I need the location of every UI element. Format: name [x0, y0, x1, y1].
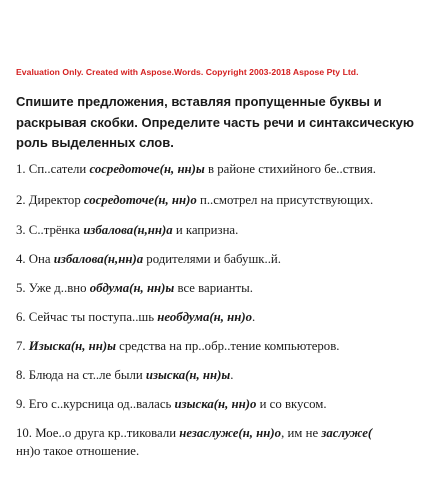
- sentence-6: 6. Сейчас ты поступа..шь необдума(н, нн)о.: [16, 310, 256, 324]
- sentence-10-continuation: нн)о такое отношение.: [16, 444, 140, 458]
- task-instruction: Спишите предложения, вставляя пропущенные буквы и раскрывая скобки. Определите часть речи и синтаксическую роль выделенных слов.: [16, 94, 415, 150]
- highlighted-word: нн)о: [16, 444, 41, 458]
- sentence-1: 1. Сп..сатели сосредоточе(н, нн)ы в районе стихийного бе..ствия.: [16, 162, 376, 176]
- highlighted-word: избалова(н,нн)а: [53, 252, 144, 266]
- sentence-5: 5. Уже д..вно обдума(н, нн)ы все варианты.: [16, 281, 253, 295]
- highlighted-word: изыска(н, нн)ы: [145, 368, 231, 382]
- sentence-3: 3. С..трёнка избалова(н,нн)а и капризна.: [16, 223, 239, 237]
- sentence-4: 4. Она избалова(н,нн)а родителями и бабушк..й.: [16, 252, 281, 266]
- sentence-9: 9. Его с..курсница од..валась изыска(н, нн)о и со вкусом.: [16, 397, 327, 411]
- highlighted-word: обдума(н, нн)ы: [89, 281, 175, 295]
- highlighted-word: незаслуже(н, нн)о: [179, 426, 282, 440]
- evaluation-watermark: Evaluation Only. Created with Aspose.Words. Copyright 2003-2018 Aspose Pty Ltd.: [16, 67, 359, 77]
- sentence-10: 10. Мое..о друга кр..тиковали незаслуже(н, нн)о, им не заслуже(: [16, 426, 373, 440]
- highlighted-word: необдума(н, нн)о: [157, 310, 253, 324]
- highlighted-word: заслуже(: [321, 426, 373, 440]
- highlighted-word: сосредоточе(н, нн)о: [83, 193, 197, 207]
- highlighted-word: изыска(н, нн)о: [174, 397, 257, 411]
- sentence-8: 8. Блюда на ст..ле были изыска(н, нн)ы.: [16, 368, 234, 382]
- sentence-7: 7. Изыска(н, нн)ы средства на пр..обр..тение компьютеров.: [16, 339, 340, 353]
- sentence-2: 2. Директор сосредоточе(н, нн)о п..смотрел на присутствующих.: [16, 193, 374, 207]
- highlighted-word: избалова(н,нн)а: [83, 223, 173, 237]
- highlighted-word: сосредоточе(н, нн)ы: [89, 162, 205, 176]
- highlighted-word: Изыска(н, нн)ы: [28, 339, 116, 353]
